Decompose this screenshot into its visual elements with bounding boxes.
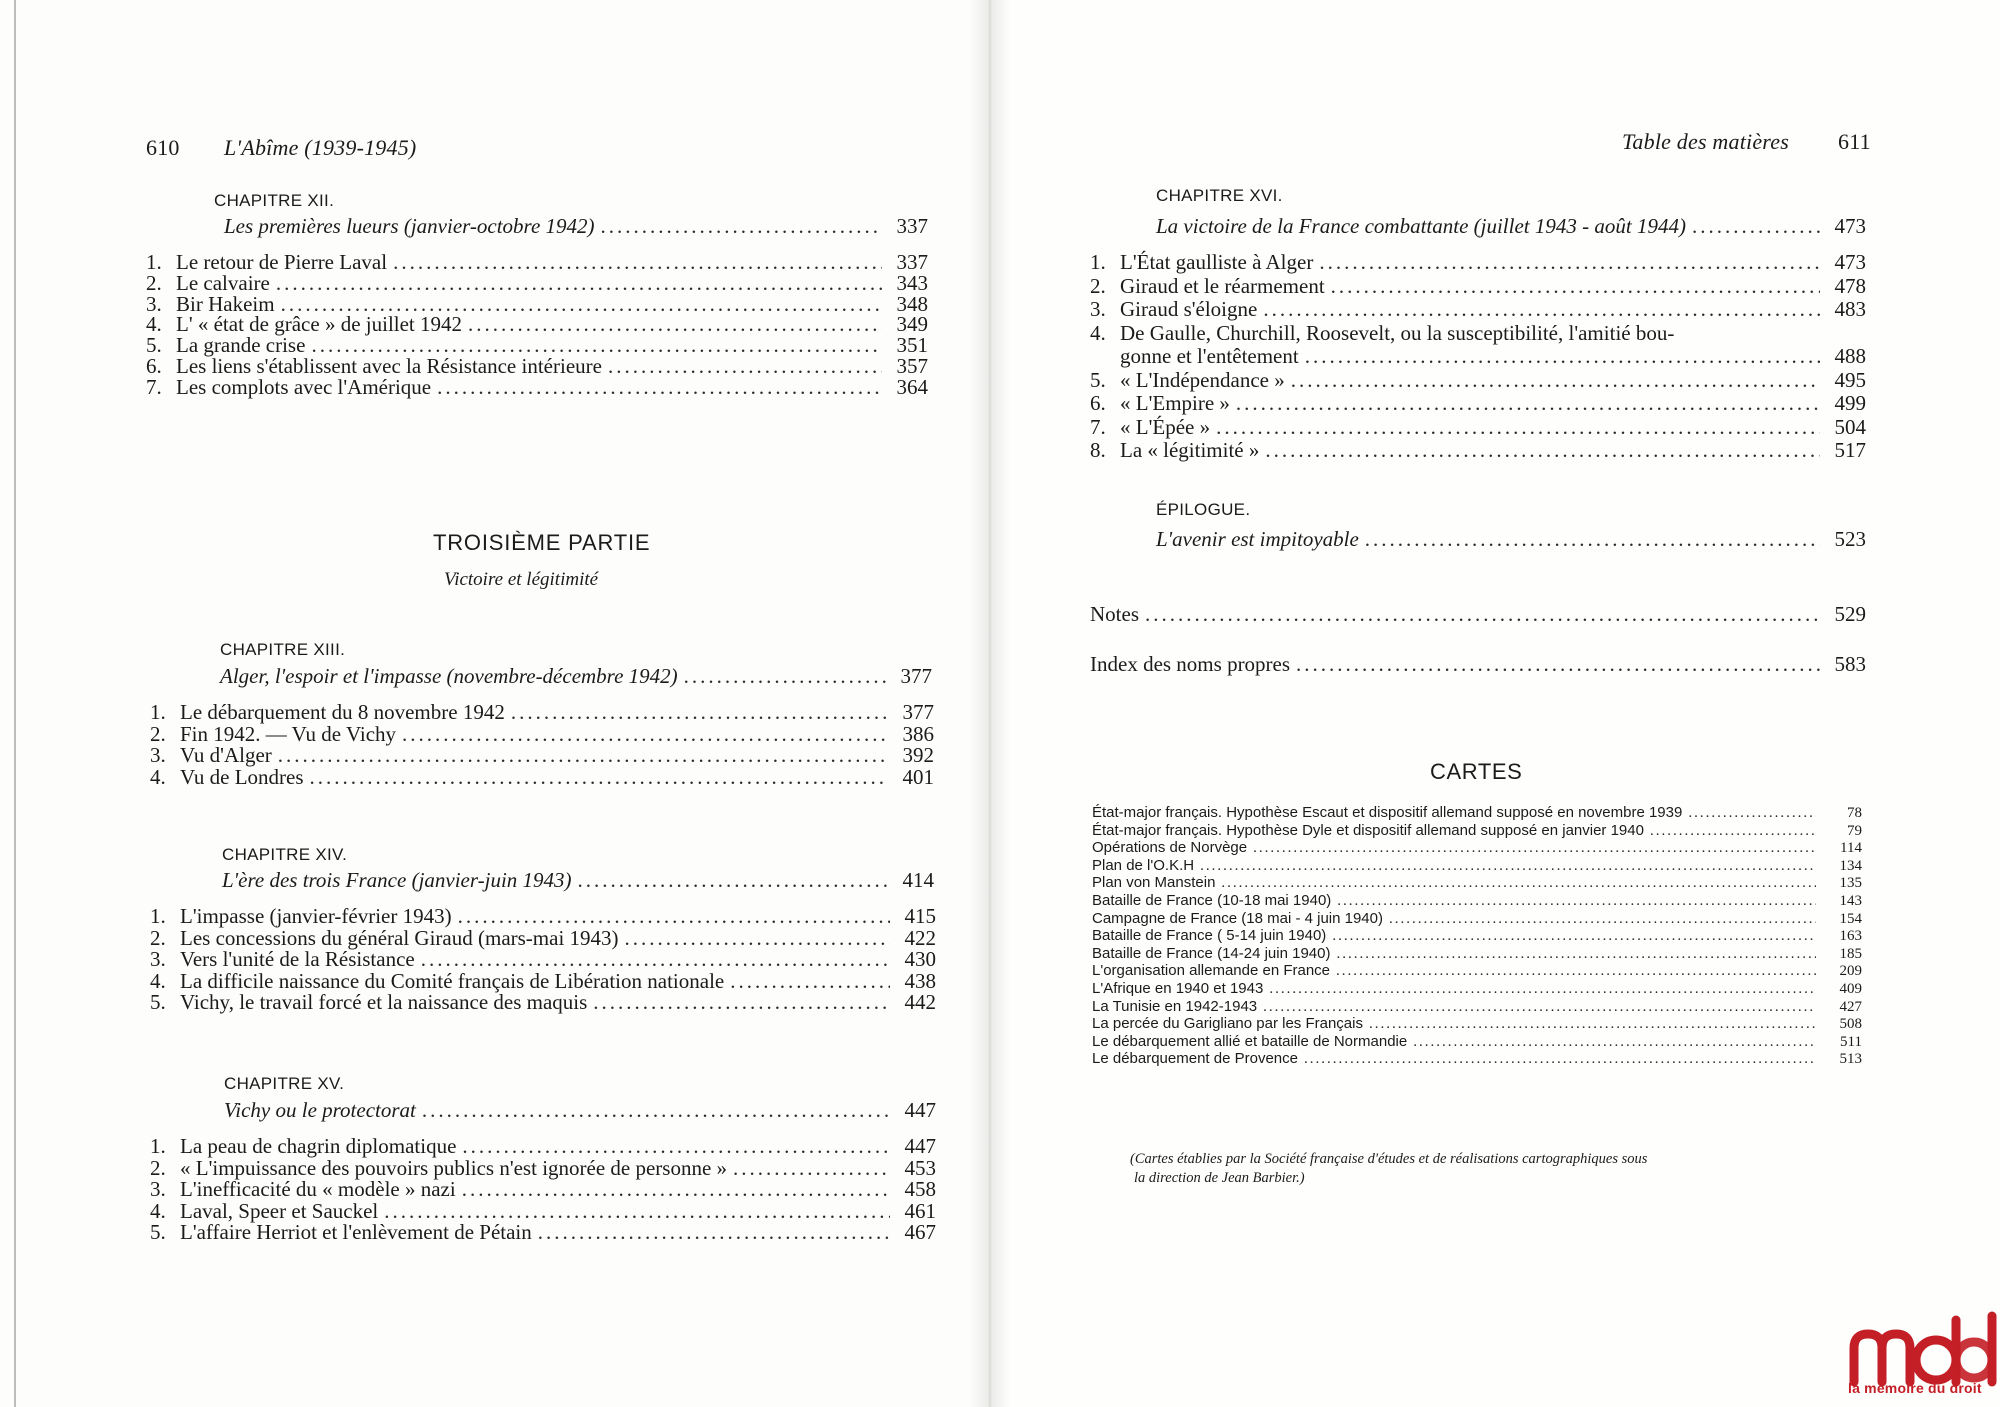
toc-item-number: 2. xyxy=(150,925,166,950)
carte-label: L'Afrique en 1940 et 1943 xyxy=(1092,980,1264,997)
carte-item xyxy=(1092,910,1862,928)
right-page-number: 611 xyxy=(1838,129,1871,154)
dot-leader xyxy=(1263,999,1816,1016)
toc-item-label: gonne et l'entêtement xyxy=(1120,344,1299,368)
dot-leader xyxy=(437,375,882,400)
index-page: 583 xyxy=(1834,652,1866,676)
carte-item xyxy=(1092,980,1862,998)
carte-label: Opérations de Norvège xyxy=(1092,839,1248,857)
chapter-xii-title-row xyxy=(224,214,928,239)
carte-page: 143 xyxy=(1839,893,1862,909)
carte-page: 135 xyxy=(1839,875,1862,892)
dot-leader xyxy=(1337,893,1816,910)
toc-item-number: 1. xyxy=(150,904,166,928)
dot-leader xyxy=(1265,438,1820,463)
toc-item-page: 349 xyxy=(896,312,928,337)
dot-leader xyxy=(1216,415,1820,440)
toc-item-label: L'affaire Herriot et l'enlèvement de Pétain xyxy=(180,1220,532,1244)
carte-page: 79 xyxy=(1847,822,1862,839)
dot-leader xyxy=(1332,928,1816,945)
chapter-xiv-title: L'ère des trois France (janvier-juin 1943) xyxy=(222,868,572,892)
toc-item-number: 7. xyxy=(146,374,162,399)
toc-item xyxy=(1090,321,1866,346)
toc-item-number: 2. xyxy=(150,1155,166,1180)
carte-page: 163 xyxy=(1839,928,1862,945)
left-page-number: 610 xyxy=(146,135,180,160)
toc-item-label: L'impasse (janvier-février 1943) xyxy=(180,904,452,928)
toc-item-label: L' « état de grâce » de juillet 1942 xyxy=(176,312,463,337)
chapter-xiv-page: 414 xyxy=(902,868,934,892)
toc-item xyxy=(1090,438,1866,463)
part-subtitle: Victoire et légitimité xyxy=(444,569,599,590)
toc-item-label: Le retour de Pierre Laval xyxy=(176,250,388,274)
dot-leader xyxy=(1296,652,1820,677)
carte-item xyxy=(1092,945,1862,963)
toc-item-page: 442 xyxy=(904,990,936,1014)
toc-item-page: 415 xyxy=(904,904,936,928)
carte-page: 508 xyxy=(1839,1016,1862,1033)
toc-item xyxy=(1090,250,1866,275)
dot-leader xyxy=(578,868,888,893)
chapter-xvi-label: CHAPITRE XVI. xyxy=(1156,186,1283,205)
toc-item-number: 1. xyxy=(146,250,162,274)
dot-leader xyxy=(1365,527,1820,552)
toc-item-number: 5. xyxy=(146,333,162,358)
carte-item xyxy=(1092,804,1862,822)
dot-leader xyxy=(1692,214,1820,239)
toc-item-label: « L'Empire » xyxy=(1120,391,1230,415)
chapter-xii-page: 337 xyxy=(896,214,928,238)
carte-page: 409 xyxy=(1839,981,1862,997)
toc-item-number: 8. xyxy=(1090,438,1106,462)
dot-leader xyxy=(1319,250,1820,275)
toc-item-label: De Gaulle, Churchill, Roosevelt, ou la susceptibilité, l'amitié bou- xyxy=(1120,320,1675,345)
toc-item-label: L'inefficacité du « modèle » nazi xyxy=(180,1177,456,1201)
toc-item-page: 504 xyxy=(1834,414,1866,439)
toc-item-number: 4. xyxy=(150,968,166,993)
epilogue-page: 523 xyxy=(1834,527,1866,551)
toc-item-number: 2. xyxy=(1090,273,1106,298)
chapter-xiii-title-row xyxy=(220,664,932,689)
epilogue-label: ÉPILOGUE. xyxy=(1156,500,1251,519)
carte-page: 427 xyxy=(1839,998,1862,1015)
toc-item-label: Les complots avec l'Amérique xyxy=(176,374,432,399)
carte-label: État-major français. Hypothèse Dyle et dispositif allemand supposé en janvier 1940 xyxy=(1092,821,1644,839)
dot-leader xyxy=(310,765,888,790)
toc-item-page: 386 xyxy=(902,721,934,746)
toc-item-label: Le calvaire xyxy=(176,270,270,295)
page-edge xyxy=(14,0,16,1407)
toc-item xyxy=(150,1220,936,1245)
toc-item-label: La peau de chagrin diplomatique xyxy=(180,1134,457,1158)
toc-item-page: 343 xyxy=(896,270,928,295)
dot-leader xyxy=(1269,981,1816,998)
chapter-xvi-title-row xyxy=(1156,214,1866,239)
carte-item xyxy=(1092,892,1862,910)
toc-item-page: 473 xyxy=(1834,250,1866,274)
toc-item-label: Vers l'unité de la Résistance xyxy=(180,947,415,971)
toc-item-label: « L'Épée » xyxy=(1120,414,1211,439)
toc-item-page: 458 xyxy=(904,1177,936,1201)
dot-leader xyxy=(422,1098,890,1123)
chapter-xv-label: CHAPITRE XV. xyxy=(224,1074,345,1093)
toc-item-page: 478 xyxy=(1834,273,1866,298)
chapter-xii-label: CHAPITRE XII. xyxy=(214,191,335,210)
toc-item-label: La difficile naissance du Comité français de Libération nationale xyxy=(180,968,725,993)
carte-label: Plan von Manstein xyxy=(1092,874,1216,892)
dot-leader xyxy=(1336,946,1816,963)
toc-item-number: 2. xyxy=(146,270,162,295)
carte-page: 511 xyxy=(1840,1033,1862,1050)
dot-leader xyxy=(1253,840,1816,857)
carte-page: 134 xyxy=(1839,857,1862,874)
right-running-title: Table des matières xyxy=(1622,129,1789,154)
carte-item xyxy=(1092,962,1862,980)
toc-item-label: Les concessions du général Giraud (mars-mai 1943) xyxy=(180,925,619,950)
carte-label: Bataille de France (10-18 mai 1940) xyxy=(1092,892,1332,909)
toc-item-page: 422 xyxy=(904,925,936,950)
notes-page: 529 xyxy=(1834,602,1866,626)
toc-item-page: 517 xyxy=(1834,438,1866,462)
dot-leader xyxy=(1145,602,1820,627)
dot-leader xyxy=(1336,963,1816,980)
toc-item-number: 3. xyxy=(1090,297,1106,321)
carte-label: Campagne de France (18 mai - 4 juin 1940) xyxy=(1092,909,1383,927)
toc-item-label: La grande crise xyxy=(176,333,306,358)
toc-item-page: 348 xyxy=(896,291,928,316)
right-page xyxy=(990,0,2000,1407)
toc-item-label: Laval, Speer et Sauckel xyxy=(180,1198,379,1223)
toc-item-number: 2. xyxy=(150,721,166,746)
carte-item xyxy=(1092,857,1862,875)
dot-leader xyxy=(1236,391,1820,416)
carte-item xyxy=(1092,1050,1862,1068)
chapter-xv-title-row xyxy=(224,1098,936,1123)
toc-item-number: 5. xyxy=(150,1220,166,1244)
carte-label: Plan de l'O.K.H xyxy=(1092,856,1195,874)
dot-leader xyxy=(1688,805,1816,822)
toc-item-number: 3. xyxy=(146,291,162,316)
toc-item xyxy=(146,375,928,400)
toc-item-page: 364 xyxy=(896,374,928,399)
carte-page: 513 xyxy=(1839,1051,1862,1068)
dot-leader xyxy=(1263,297,1820,322)
toc-item-label: Le débarquement du 8 novembre 1942 xyxy=(180,700,505,724)
toc-item xyxy=(1090,391,1866,416)
chapter-xv-title: Vichy ou le protectorat xyxy=(224,1098,416,1122)
dot-leader xyxy=(538,1220,890,1245)
toc-item-page: 337 xyxy=(896,250,928,274)
carte-item xyxy=(1092,998,1862,1016)
toc-item-number: 3. xyxy=(150,743,166,767)
toc-item xyxy=(150,990,936,1015)
carte-label: Bataille de France ( 5-14 juin 1940) xyxy=(1092,927,1327,945)
dot-leader xyxy=(1413,1034,1816,1051)
dot-leader xyxy=(1369,1016,1816,1033)
carte-label: La percée du Garigliano par les Français xyxy=(1092,1015,1363,1033)
toc-item-label: Giraud s'éloigne xyxy=(1120,297,1258,321)
toc-item-number: 6. xyxy=(1090,391,1106,415)
dot-leader xyxy=(1389,911,1816,928)
toc-item-label: Fin 1942. — Vu de Vichy xyxy=(180,721,397,746)
toc-item-page: 488 xyxy=(1834,344,1866,368)
toc-item-page: 447 xyxy=(904,1134,936,1158)
toc-item-label: « L'Indépendance » xyxy=(1120,367,1285,392)
carte-item xyxy=(1092,927,1862,945)
carte-label: Bataille de France (14-24 juin 1940) xyxy=(1092,944,1331,962)
carte-item xyxy=(1092,822,1862,840)
carte-label: L'organisation allemande en France xyxy=(1092,962,1331,980)
toc-item-number: 3. xyxy=(150,1177,166,1201)
dot-leader xyxy=(1200,858,1816,875)
carte-label: Le débarquement de Provence xyxy=(1092,1050,1298,1068)
dot-leader xyxy=(1304,1051,1816,1068)
toc-item-page: 499 xyxy=(1834,391,1866,415)
toc-item-page: 483 xyxy=(1834,297,1866,321)
dot-leader xyxy=(593,990,890,1015)
toc-item xyxy=(150,765,934,790)
toc-item-page: 461 xyxy=(904,1198,936,1223)
cartes-credit xyxy=(1130,1150,1820,1188)
dot-leader xyxy=(1331,274,1820,299)
epilogue-title-row xyxy=(1156,527,1866,552)
chapter-xiii-label: CHAPITRE XIII. xyxy=(220,640,346,659)
dot-leader xyxy=(684,664,886,689)
toc-item-page: 467 xyxy=(904,1220,936,1244)
toc-item-number: 7. xyxy=(1090,414,1106,439)
chapter-xv-page: 447 xyxy=(904,1098,936,1122)
chapter-xvi-page: 473 xyxy=(1834,214,1866,238)
carte-page: 114 xyxy=(1840,840,1862,857)
carte-item xyxy=(1092,874,1862,892)
chapter-xiv-title-row xyxy=(222,868,934,893)
toc-item-label: Vu de Londres xyxy=(180,764,304,789)
toc-item-page: 495 xyxy=(1834,367,1866,392)
dot-leader xyxy=(601,214,882,239)
carte-page: 209 xyxy=(1839,963,1862,980)
toc-item xyxy=(1090,274,1866,299)
left-running-title: L'Abîme (1939-1945) xyxy=(224,135,417,160)
toc-item-label: La « légitimité » xyxy=(1120,438,1260,462)
toc-item-number: 4. xyxy=(150,1198,166,1223)
carte-item xyxy=(1092,839,1862,857)
dot-leader xyxy=(1650,823,1816,840)
epilogue-title: L'avenir est impitoyable xyxy=(1156,527,1359,551)
carte-item xyxy=(1092,1033,1862,1051)
carte-label: État-major français. Hypothèse Escaut et dispositif allemand supposé en novembre 1939 xyxy=(1092,804,1683,821)
toc-item-number: 4. xyxy=(1090,320,1106,345)
watermark-caption: la mémoire du droit xyxy=(1848,1380,1982,1396)
toc-item-page: 377 xyxy=(902,700,934,724)
toc-item-number: 1. xyxy=(1090,250,1106,274)
toc-item xyxy=(1090,368,1866,393)
part-title: TROISIÈME PARTIE xyxy=(433,530,651,555)
toc-item-page: 392 xyxy=(902,743,934,767)
toc-item-number: 1. xyxy=(150,1134,166,1158)
dot-leader xyxy=(1291,368,1820,393)
toc-item xyxy=(1090,415,1866,440)
toc-item-page: 430 xyxy=(904,947,936,971)
chapter-xvi-title: La victoire de la France combattante (juillet 1943 - août 1944) xyxy=(1156,214,1686,238)
toc-item-label: Giraud et le réarmement xyxy=(1120,273,1325,298)
toc-item-number: 6. xyxy=(146,354,162,378)
toc-item-label: Les liens s'établissent avec la Résistance intérieure xyxy=(176,354,602,378)
toc-item-number: 5. xyxy=(150,990,166,1014)
dot-leader xyxy=(1221,875,1816,892)
toc-item xyxy=(1090,344,1866,369)
toc-item-label: Vu d'Alger xyxy=(180,743,272,767)
toc-item-number: 3. xyxy=(150,947,166,971)
toc-item-number: 4. xyxy=(146,312,162,337)
chapter-xiv-label: CHAPITRE XIV. xyxy=(222,845,348,864)
toc-item-page: 357 xyxy=(896,354,928,378)
toc-item-number: 1. xyxy=(150,700,166,724)
index-label: Index des noms propres xyxy=(1090,652,1291,676)
book-gutter xyxy=(970,0,1010,1407)
chapter-xiii-title: Alger, l'espoir et l'impasse (novembre-décembre 1942) xyxy=(220,664,678,688)
index-row xyxy=(1090,652,1866,677)
credit-line-1: (Cartes établies par la Société française d'études et de réalisations cartographiques sous xyxy=(1130,1151,1648,1167)
toc-item-page: 401 xyxy=(902,764,934,789)
cartes-title: CARTES xyxy=(1430,759,1523,784)
chapter-xii-title: Les premières lueurs (janvier-octobre 1942) xyxy=(224,214,595,238)
toc-item-label: Bir Hakeim xyxy=(176,291,275,316)
carte-label: Le débarquement allié et bataille de Normandie xyxy=(1092,1032,1408,1050)
carte-item xyxy=(1092,1015,1862,1033)
toc-item-label: Vichy, le travail forcé et la naissance des maquis xyxy=(180,990,588,1014)
toc-item xyxy=(1090,297,1866,322)
notes-row xyxy=(1090,602,1866,627)
carte-label: La Tunisie en 1942-1943 xyxy=(1092,997,1258,1015)
credit-line-2: la direction de Jean Barbier.) xyxy=(1134,1170,1305,1186)
carte-page: 154 xyxy=(1839,910,1862,927)
notes-label: Notes xyxy=(1090,602,1139,626)
dot-leader xyxy=(1305,344,1820,369)
chapter-xiii-page: 377 xyxy=(900,664,932,688)
toc-item-label: « L'impuissance des pouvoirs publics n'est ignorée de personne » xyxy=(180,1155,728,1180)
toc-item-page: 351 xyxy=(896,333,928,358)
toc-item-page: 438 xyxy=(904,968,936,993)
carte-page: 78 xyxy=(1847,805,1862,821)
toc-item-number: 4. xyxy=(150,764,166,789)
toc-item-number: 5. xyxy=(1090,367,1106,392)
toc-item-label: L'État gaulliste à Alger xyxy=(1120,250,1314,274)
toc-item-page: 453 xyxy=(904,1155,936,1180)
carte-page: 185 xyxy=(1839,945,1862,962)
